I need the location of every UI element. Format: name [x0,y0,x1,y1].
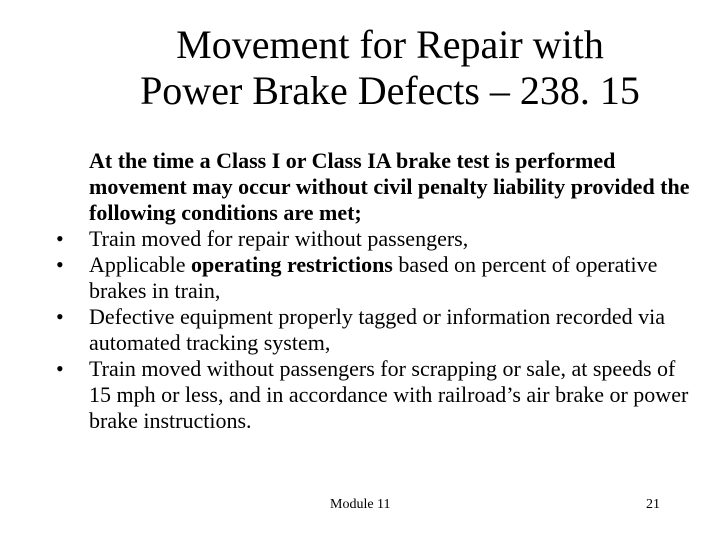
bullet-item [56,252,696,304]
title-line-2: Power Brake Defects – 238. 15 [140,68,640,113]
bullet-list [56,226,696,434]
footer-module-label: Module 11 [330,497,391,512]
bullet-icon: • [56,304,64,329]
bullet-item [56,226,696,252]
title-line-1: Movement for Repair with [176,22,604,67]
bullet-icon: • [56,356,64,381]
bullet-text-bold: operating restrictions [191,252,393,277]
bullet-text: Train moved for repair without passengers, [89,226,469,251]
slide-title [60,22,720,114]
intro-paragraph: At the time a Class I or Class IA brake test is performed movement may occur without civil penalty liability provided the following conditions are met; [89,148,690,225]
footer-page-number: 21 [646,497,660,512]
bullet-text-post: based on percent of operative brakes in train, [89,252,658,303]
bullet-text-pre: Applicable [89,252,192,277]
bullet-item [56,356,696,434]
slide-body [56,148,696,434]
bullet-text: Train moved without passengers for scrapping or sale, at speeds of 15 mph or less, and in accordance with railroad’s air brake or power brake instructions. [89,356,689,433]
bullet-icon: • [56,252,64,277]
bullet-icon: • [56,226,64,251]
bullet-text: Defective equipment properly tagged or information recorded via automated tracking system, [89,304,666,355]
bullet-item [56,304,696,356]
